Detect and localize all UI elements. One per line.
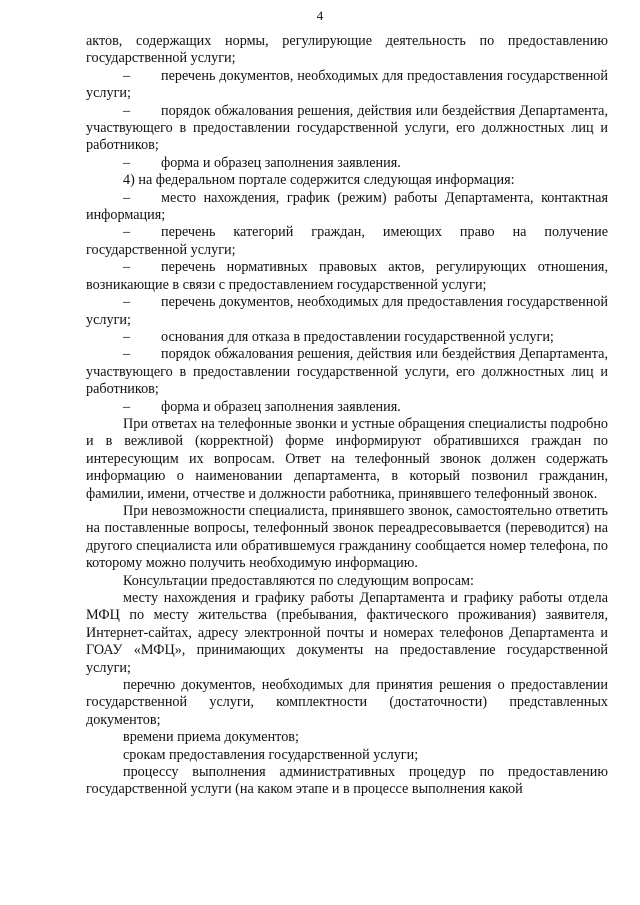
list-item (86, 259, 608, 294)
list-item-text: порядок обжалования решения, действия или бездействия Департамента, участвующего в предоставлении государственной услуги, его должностных лиц и работников; (86, 102, 608, 154)
list-item-text: место нахождения, график (режим) работы Департамента, контактная информация; (86, 189, 608, 224)
paragraph: месту нахождения и графику работы Департамента и графику работы отдела МФЦ по месту жительства (пребывания, фактического проживания) заявителя, Интернет-сайтах, адресу электронной почты и номерах телефонов Департамента и ГОАУ «МФЦ», принимающих документы на предоставление государственной услуги; (86, 590, 608, 676)
list-item (86, 346, 608, 398)
dash-marker: – (123, 259, 131, 276)
list-item (86, 155, 608, 172)
dash-marker: – (123, 328, 131, 345)
list-item (86, 399, 608, 416)
list-item (86, 329, 608, 346)
list-item-text: форма и образец заполнения заявления. (161, 398, 401, 415)
dash-marker: – (123, 102, 131, 119)
list-item (86, 224, 608, 259)
paragraph: процессу выполнения административных процедур по предоставлению государственной услуги (на каком этапе и в процессе выполнения какой (86, 764, 608, 798)
list-item-text: основания для отказа в предоставлении государственной услуги; (161, 328, 554, 345)
list-item (86, 294, 608, 329)
document-body (86, 33, 608, 799)
page-number: 4 (316, 8, 324, 23)
paragraph: При невозможности специалиста, принявшего звонок, самостоятельно ответить на поставленные вопросы, телефонный звонок переадресовывается (переводится) на другого специалиста или обратившемуся гражданину сообщается номер телефона, по которому можно получить необходимую информацию. (86, 502, 608, 572)
paragraph: времени приема документов; (123, 729, 299, 746)
paragraph: 4) на федеральном портале содержится следующая информация: (123, 172, 515, 189)
list-item-text: перечень категорий граждан, имеющих право на получение государственной услуги; (86, 224, 608, 258)
list-item (86, 103, 608, 155)
list-item-text: форма и образец заполнения заявления. (161, 154, 401, 171)
dash-marker: – (123, 224, 131, 241)
dash-marker: – (123, 67, 131, 84)
list-item-text: перечень документов, необходимых для предоставления государственной услуги; (86, 294, 608, 328)
paragraph: срокам предоставления государственной услуги; (123, 746, 419, 763)
paragraph: перечню документов, необходимых для принятия решения о предоставлении государственной услуги, комплектности (достаточности) представленных документов; (86, 677, 608, 728)
list-item-text: перечень нормативных правовых актов, регулирующих отношения, возникающие в связи с предоставлением государственной услуги; (86, 259, 608, 293)
paragraph: При ответах на телефонные звонки и устные обращения специалисты подробно и в вежливой (корректной) форме информируют обратившихся граждан по интересующим их вопросам. Ответ на телефонный звонок должен содержать информацию о наименовании департамента, в который позвонил гражданин, фамилии, имени, отчестве и должности работника, принявшего телефонный звонок. (86, 415, 608, 502)
list-item-text: перечень документов, необходимых для предоставления государственной услуги; (86, 67, 608, 102)
paragraph-continuation: актов, содержащих нормы, регулирующие деятельность по предоставлению государственной услуги; (86, 33, 608, 67)
dash-marker: – (123, 294, 131, 311)
dash-marker: – (123, 398, 131, 415)
list-item-text: порядок обжалования решения, действия или бездействия Департамента, участвующего в предоставлении государственной услуги, его должностных лиц и работников; (86, 346, 608, 398)
dash-marker: – (123, 189, 131, 206)
list-item (86, 190, 608, 225)
paragraph: Консультации предоставляются по следующим вопросам: (123, 572, 474, 589)
dash-marker: – (123, 154, 131, 171)
dash-marker: – (123, 346, 131, 363)
list-item (86, 68, 608, 103)
